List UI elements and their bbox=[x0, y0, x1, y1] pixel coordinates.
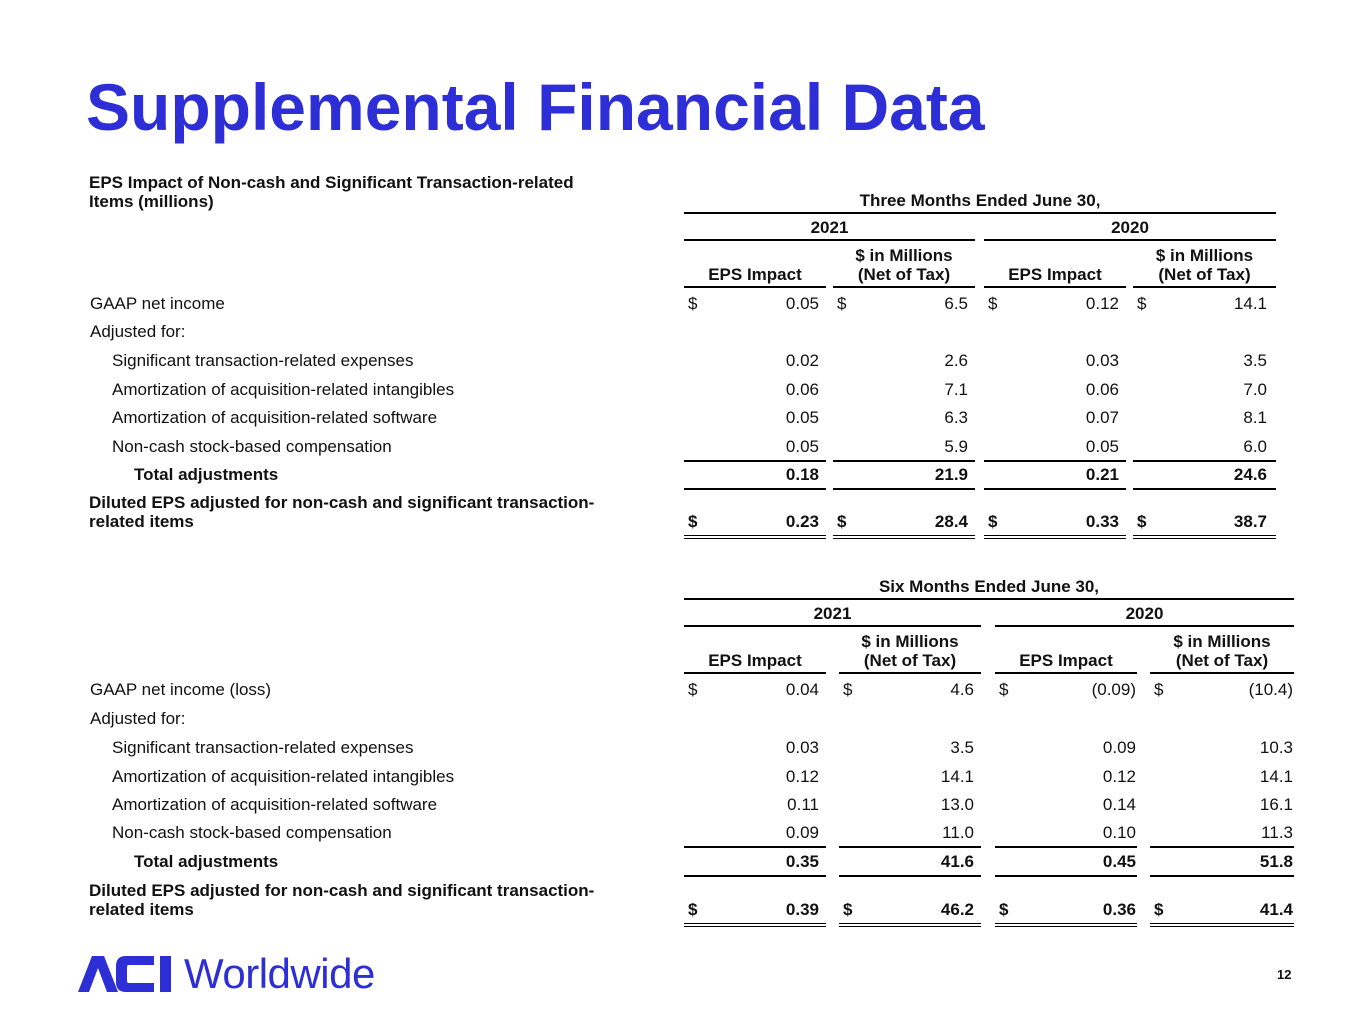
cell-value: 0.06 bbox=[1085, 380, 1119, 399]
cell-value: 38.7 bbox=[1233, 512, 1267, 531]
period-rule bbox=[684, 212, 1276, 214]
sum-rule bbox=[995, 846, 1137, 848]
column-rule bbox=[839, 672, 981, 674]
double-rule bbox=[995, 923, 1137, 927]
cell-value: 0.05 bbox=[785, 294, 819, 313]
cell-value: 10.3 bbox=[1259, 738, 1293, 757]
cell-value: 0.12 bbox=[785, 767, 819, 786]
double-rule bbox=[1150, 923, 1294, 927]
cell-value: 0.10 bbox=[1102, 823, 1136, 842]
dollar-sign: $ bbox=[688, 294, 698, 313]
double-rule bbox=[684, 923, 826, 927]
cell-value: 4.6 bbox=[950, 680, 974, 699]
section-title: EPS Impact of Non-cash and Significant Transaction-related Items (millions) bbox=[89, 173, 574, 211]
cell-value: 51.8 bbox=[1259, 852, 1293, 871]
dollar-sign: $ bbox=[837, 294, 847, 313]
dollar-sign: $ bbox=[1137, 512, 1147, 531]
sum-rule bbox=[833, 488, 975, 490]
sum-rule bbox=[995, 875, 1137, 877]
column-rule bbox=[1150, 672, 1294, 674]
year-rule bbox=[984, 239, 1276, 241]
millions-header: $ in Millions (Net of Tax) bbox=[855, 246, 953, 284]
cell-value: 0.03 bbox=[785, 738, 819, 757]
year-header: 2020 bbox=[1125, 604, 1164, 623]
row-label: Significant transaction-related expenses bbox=[112, 351, 414, 370]
year-rule bbox=[684, 239, 975, 241]
cell-value: 0.06 bbox=[785, 380, 819, 399]
column-rule bbox=[1133, 286, 1276, 288]
cell-value: (0.09) bbox=[1091, 680, 1136, 699]
logo-wordmark: Worldwide bbox=[184, 950, 375, 997]
dollar-sign: $ bbox=[843, 680, 853, 699]
aci-logo-icon bbox=[78, 954, 178, 994]
cell-value: 28.4 bbox=[934, 512, 968, 531]
cell-value: 14.1 bbox=[1233, 294, 1267, 313]
cell-value: 16.1 bbox=[1259, 795, 1293, 814]
cell-value: 46.2 bbox=[940, 900, 974, 919]
millions-header: $ in Millions (Net of Tax) bbox=[861, 632, 959, 670]
cell-value: 14.1 bbox=[1259, 767, 1293, 786]
dollar-sign: $ bbox=[1154, 900, 1164, 919]
row-label: Total adjustments bbox=[134, 852, 279, 871]
row-label: Non-cash stock-based compensation bbox=[112, 437, 392, 456]
cell-value: (10.4) bbox=[1248, 680, 1293, 699]
cell-value: 0.02 bbox=[785, 351, 819, 370]
cell-value: 0.14 bbox=[1102, 795, 1136, 814]
cell-value: 7.1 bbox=[944, 380, 968, 399]
row-label: GAAP net income bbox=[90, 294, 225, 313]
row-label: Non-cash stock-based compensation bbox=[112, 823, 392, 842]
cell-value: 0.36 bbox=[1102, 900, 1136, 919]
cell-value: 11.0 bbox=[942, 823, 974, 842]
eps-impact-header: EPS Impact bbox=[1019, 651, 1113, 670]
millions-header: $ in Millions (Net of Tax) bbox=[1155, 246, 1254, 284]
dollar-sign: $ bbox=[1137, 294, 1147, 313]
page-title: Supplemental Financial Data bbox=[86, 70, 985, 144]
year-header: 2021 bbox=[813, 604, 852, 623]
sum-rule bbox=[684, 846, 826, 848]
row-label: Significant transaction-related expenses bbox=[112, 738, 414, 757]
sum-rule bbox=[833, 460, 975, 462]
row-label: Adjusted for: bbox=[90, 322, 186, 341]
dollar-sign: $ bbox=[988, 512, 998, 531]
sum-rule bbox=[984, 460, 1126, 462]
cell-value: 0.09 bbox=[1102, 738, 1136, 757]
row-label: Adjusted for: bbox=[90, 709, 186, 728]
cell-value: 3.5 bbox=[950, 738, 974, 757]
sum-rule bbox=[1150, 875, 1294, 877]
cell-value: 0.09 bbox=[785, 823, 819, 842]
eps-impact-header: EPS Impact bbox=[708, 265, 802, 284]
dollar-sign: $ bbox=[688, 900, 698, 919]
row-label: GAAP net income (loss) bbox=[90, 680, 272, 699]
period-header: Three Months Ended June 30, bbox=[859, 191, 1101, 210]
cell-value: 21.9 bbox=[934, 465, 968, 484]
cell-value: 41.4 bbox=[1259, 900, 1293, 919]
cell-value: 6.0 bbox=[1243, 437, 1267, 456]
cell-value: 0.23 bbox=[785, 512, 819, 531]
diluted-eps-label: Diluted EPS adjusted for non-cash and significant transaction- related items bbox=[89, 493, 595, 531]
year-rule bbox=[995, 625, 1294, 627]
double-rule bbox=[984, 535, 1126, 539]
sum-rule bbox=[839, 875, 981, 877]
cell-value: 0.18 bbox=[785, 465, 819, 484]
cell-value: 6.5 bbox=[944, 294, 968, 313]
dollar-sign: $ bbox=[988, 294, 998, 313]
double-rule bbox=[684, 535, 826, 539]
sum-rule bbox=[684, 460, 826, 462]
cell-value: 0.05 bbox=[785, 408, 819, 427]
cell-value: 0.21 bbox=[1085, 465, 1119, 484]
dollar-sign: $ bbox=[837, 512, 847, 531]
cell-value: 14.1 bbox=[940, 767, 974, 786]
year-rule bbox=[684, 625, 981, 627]
cell-value: 6.3 bbox=[944, 408, 968, 427]
double-rule bbox=[1133, 535, 1276, 539]
sum-rule bbox=[839, 846, 981, 848]
cell-value: 0.35 bbox=[785, 852, 819, 871]
period-rule bbox=[684, 598, 1294, 600]
sum-rule bbox=[1133, 460, 1276, 462]
diluted-eps-label: Diluted EPS adjusted for non-cash and significant transaction- related items bbox=[89, 881, 595, 919]
sum-rule bbox=[1150, 846, 1294, 848]
sum-rule bbox=[984, 488, 1126, 490]
column-rule bbox=[833, 286, 975, 288]
row-label: Amortization of acquisition-related intangibles bbox=[112, 767, 455, 786]
millions-header: $ in Millions (Net of Tax) bbox=[1173, 632, 1271, 670]
cell-value: 5.9 bbox=[944, 437, 968, 456]
dollar-sign: $ bbox=[999, 680, 1009, 699]
sum-rule bbox=[684, 875, 826, 877]
period-header: Six Months Ended June 30, bbox=[878, 577, 1100, 596]
cell-value: 8.1 bbox=[1243, 408, 1267, 427]
cell-value: 3.5 bbox=[1243, 351, 1267, 370]
cell-value: 0.03 bbox=[1085, 351, 1119, 370]
cell-value: 0.11 bbox=[787, 795, 819, 814]
cell-value: 41.6 bbox=[940, 852, 974, 871]
cell-value: 0.05 bbox=[1085, 437, 1119, 456]
column-rule bbox=[984, 286, 1126, 288]
cell-value: 0.05 bbox=[785, 437, 819, 456]
year-header: 2021 bbox=[810, 218, 849, 237]
column-rule bbox=[684, 672, 826, 674]
cell-value: 0.12 bbox=[1102, 767, 1136, 786]
double-rule bbox=[833, 535, 975, 539]
eps-impact-header: EPS Impact bbox=[708, 651, 802, 670]
sum-rule bbox=[1133, 488, 1276, 490]
year-header: 2020 bbox=[1111, 218, 1149, 237]
cell-value: 24.6 bbox=[1233, 465, 1267, 484]
dollar-sign: $ bbox=[1154, 680, 1164, 699]
dollar-sign: $ bbox=[688, 680, 698, 699]
cell-value: 0.07 bbox=[1085, 408, 1119, 427]
row-label: Amortization of acquisition-related intangibles bbox=[112, 380, 455, 399]
aci-worldwide-logo bbox=[78, 950, 375, 998]
row-label: Amortization of acquisition-related software bbox=[112, 795, 438, 814]
cell-value: 0.33 bbox=[1085, 512, 1119, 531]
column-rule bbox=[995, 672, 1137, 674]
row-label: Amortization of acquisition-related software bbox=[112, 408, 438, 427]
row-label: Total adjustments bbox=[134, 465, 279, 484]
cell-value: 0.39 bbox=[785, 900, 819, 919]
double-rule bbox=[839, 923, 981, 927]
cell-value: 7.0 bbox=[1243, 380, 1267, 399]
cell-value: 13.0 bbox=[940, 795, 974, 814]
dollar-sign: $ bbox=[843, 900, 853, 919]
cell-value: 11.3 bbox=[1261, 823, 1293, 842]
column-rule bbox=[684, 286, 826, 288]
cell-value: 2.6 bbox=[944, 351, 968, 370]
cell-value: 0.12 bbox=[1085, 294, 1119, 313]
page-number: 12 bbox=[1277, 967, 1292, 982]
dollar-sign: $ bbox=[999, 900, 1009, 919]
sum-rule bbox=[684, 488, 826, 490]
cell-value: 0.45 bbox=[1102, 852, 1136, 871]
eps-impact-header: EPS Impact bbox=[1008, 265, 1102, 284]
cell-value: 0.04 bbox=[785, 680, 819, 699]
dollar-sign: $ bbox=[688, 512, 698, 531]
